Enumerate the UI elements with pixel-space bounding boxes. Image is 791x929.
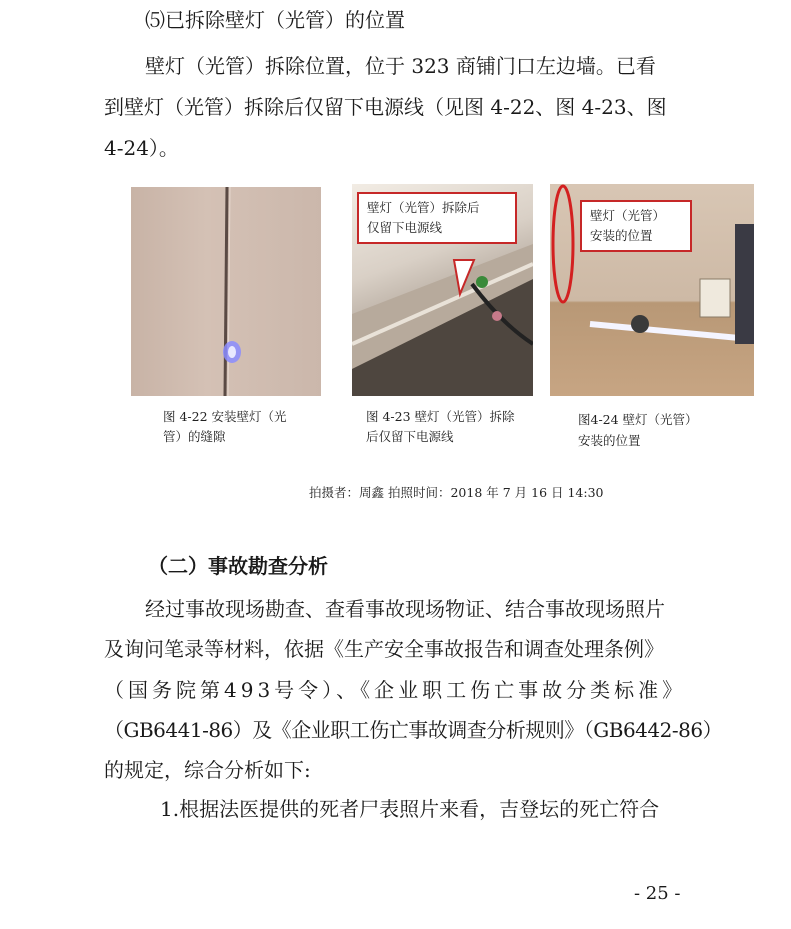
figure-caption: 管）的缝隙	[163, 429, 226, 444]
callout-line: 壁灯（光管）拆除后	[367, 200, 480, 215]
figure-caption: 图 4-23 壁灯（光管）拆除	[366, 409, 515, 424]
paragraph-line: 壁灯（光管）拆除位置，位于 323 商铺门口左边墙。已看	[145, 54, 656, 78]
paragraph-line: 经过事故现场勘查、查看事故现场物证、结合事故现场照片	[145, 597, 665, 621]
paragraph-line: （GB6441-86）及《企业职工伤亡事故调查分析规则》（GB6442-86）	[104, 718, 723, 742]
figure-caption: 图4-24 壁灯（光管）	[578, 412, 698, 427]
photo-install-position	[550, 184, 754, 396]
paragraph-line: 的规定，综合分析如下:	[104, 758, 311, 782]
wall-gap-illustration	[131, 187, 321, 396]
paragraph-line: 4-24）。	[104, 136, 179, 160]
figure-caption: 图 4-22 安装壁灯（光	[163, 409, 287, 424]
paragraph-line: 1.根据法医提供的死者尸表照片来看，吉登坛的死亡符合	[160, 797, 660, 821]
figure-caption: 后仅留下电源线	[366, 429, 454, 444]
callout-box	[580, 200, 692, 252]
paragraph-line: 到壁灯（光管）拆除后仅留下电源线（见图 4-22、图 4-23、图	[104, 95, 667, 119]
callout-line: 安装的位置	[590, 228, 653, 243]
photo-power-wire	[352, 184, 533, 396]
section-heading: （二）事故勘查分析	[148, 554, 328, 578]
callout-box	[357, 192, 517, 244]
photo-wall-gap	[131, 187, 321, 396]
callout-line: 仅留下电源线	[367, 220, 443, 235]
callout-line: 壁灯（光管）	[590, 208, 666, 223]
photo-credit: 拍摄者：周鑫 拍照时间：2018 年 7 月 16 日 14:30	[309, 485, 604, 500]
paragraph-line: 及询问笔录等材料，依据《生产安全事故报告和调查处理条例》	[104, 637, 664, 661]
paragraph-line: （国务院第493号令）、《企业职工伤亡事故分类标准》	[104, 678, 687, 702]
figure-caption: 安装的位置	[578, 433, 641, 448]
page-number: - 25 -	[634, 883, 681, 904]
section-heading: ⑸已拆除壁灯（光管）的位置	[145, 8, 405, 32]
